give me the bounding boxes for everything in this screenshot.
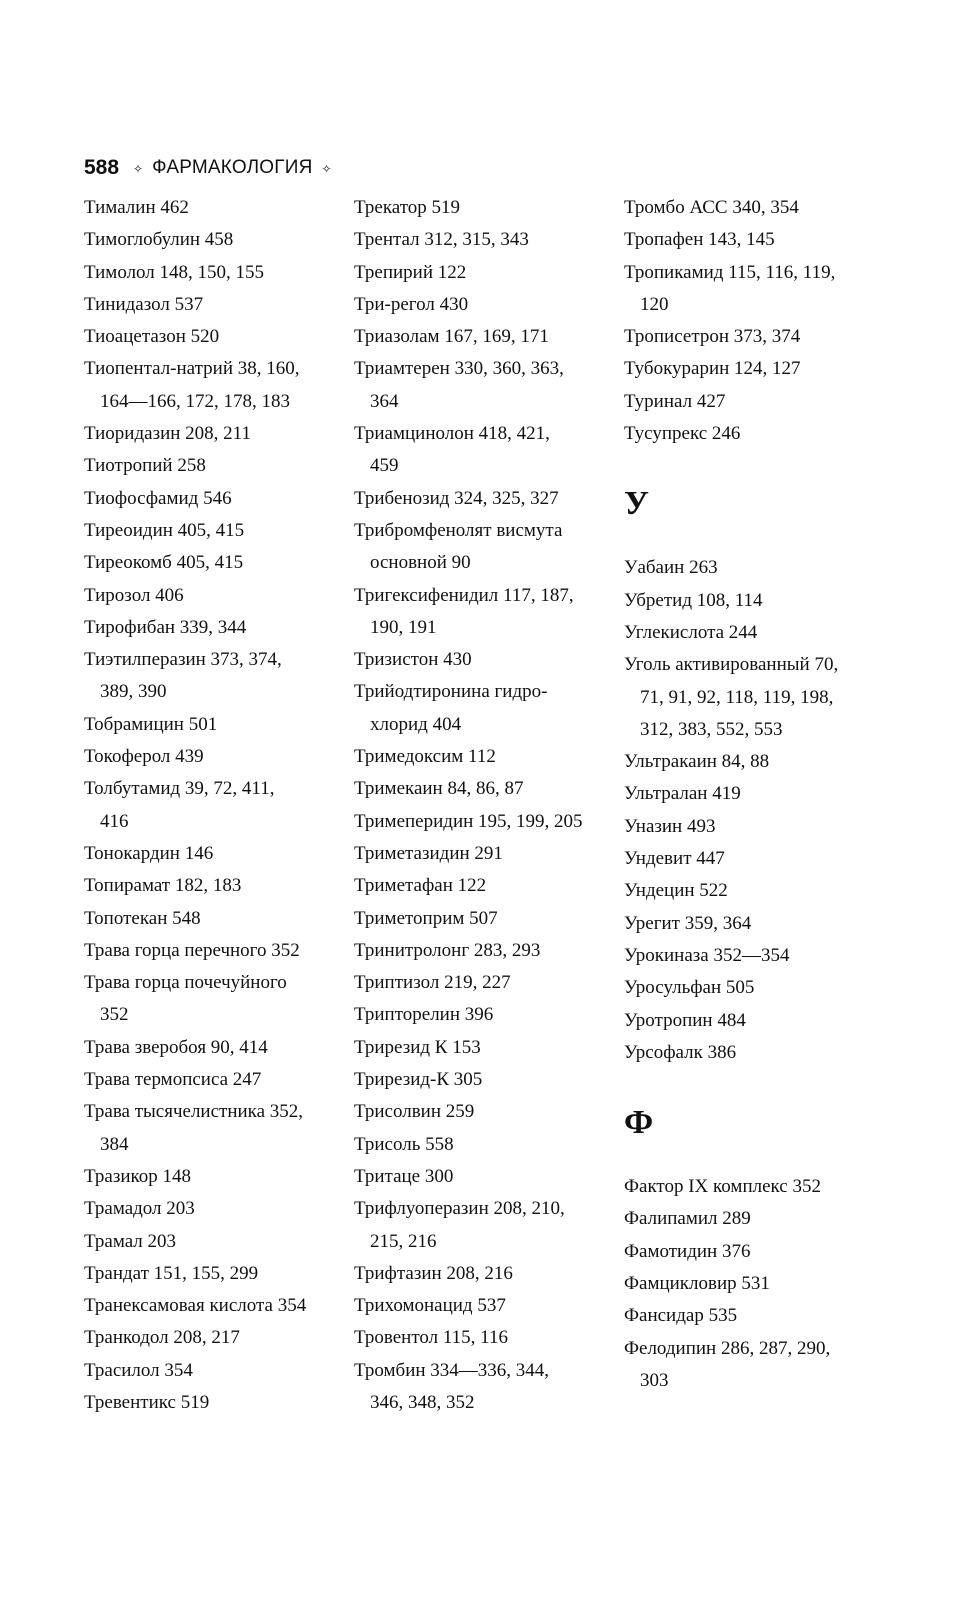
index-entry: Трифлуоперазин 208, 210, 215, 216 — [354, 1198, 565, 1252]
index-entry: Транкодол 208, 217 — [84, 1327, 240, 1349]
index-entry: Триметазидин 291 — [354, 842, 503, 864]
index-entry: Тромбо АСС 340, 354 — [624, 197, 799, 218]
index-entry: Трисоль 558 — [354, 1133, 454, 1155]
index-entry: Тригексифенидил 117, 187, 190, 191 — [354, 584, 574, 638]
index-entry: Трибенозид 324, 325, 327 — [354, 487, 559, 509]
index-entry: Тринитролонг 283, 293 — [354, 939, 541, 961]
index-entry: Трибромфенолят висмута основной 90 — [354, 519, 563, 574]
index-entry: Тритаце 300 — [354, 1165, 454, 1187]
index-column-1 — [84, 192, 346, 1419]
index-entry: Уросульфан 505 — [624, 977, 755, 999]
letter-section-u — [624, 450, 886, 1069]
index-entry: Фансидар 535 — [624, 1305, 738, 1327]
index-entry: Тримедоксим 112 — [354, 746, 496, 768]
index-entry: Ультракаин 84, 88 — [624, 751, 770, 773]
index-entry: Тревентикс 519 — [84, 1391, 210, 1413]
index-entry: Тубокурарин 124, 127 — [624, 358, 801, 380]
index-entry: Токоферол 439 — [84, 746, 204, 768]
index-entry: Триамцинолон 418, 421, 459 — [354, 423, 550, 477]
index-entry: Трава горца перечного 352 — [84, 939, 300, 961]
index-entry: Тразикор 148 — [84, 1165, 192, 1187]
page-header — [84, 153, 332, 183]
index-entry: Тропикамид 115, 116, 119, 120 — [624, 261, 836, 315]
index-entry: Тирофибан 339, 344 — [84, 616, 247, 638]
index-entry: Убретид 108, 114 — [624, 589, 763, 611]
index-entry: Туринал 427 — [624, 390, 726, 412]
index-entry: Фактор IX комплекс 352 — [624, 1176, 821, 1198]
index-entry: Тровентол 115, 116 — [354, 1327, 508, 1349]
index-entry: Ундевит 447 — [624, 848, 725, 870]
index-entry: Ультралан 419 — [624, 783, 741, 805]
index-entry: Уголь активированный 70, 71, 91, 92, 118, 119, 198, 312, 383, 552, 553 — [624, 654, 839, 740]
index-entry: Углекислота 244 — [624, 621, 758, 643]
index-entry: Трипторелин 396 — [354, 1004, 494, 1026]
index-entry: Толбутамид 39, 72, 411, 416 — [84, 778, 275, 832]
index-entry: Уротропин 484 — [624, 1009, 746, 1031]
index-entry: Триазолам 167, 169, 171 — [354, 326, 549, 348]
index-entry: Тиоридазин 208, 211 — [84, 423, 251, 445]
index-entry: Трава зверобоя 90, 414 — [84, 1036, 268, 1058]
index-entry: Топотекан 548 — [84, 907, 201, 929]
index-entry: Фелодипин 286, 287, 290, 303 — [624, 1337, 831, 1391]
index-entry: Триметафан 122 — [354, 875, 487, 897]
index-entry: Тирозол 406 — [84, 584, 184, 606]
index-entry: Тиреоидин 405, 415 — [84, 519, 245, 541]
index-entry: Трамал 203 — [84, 1230, 177, 1252]
index-entry: Уабаин 263 — [624, 557, 718, 579]
index-entry: Трава термопсиса 247 — [84, 1069, 262, 1091]
index-entry: Урегит 359, 364 — [624, 912, 752, 934]
index-entry: Тималин 462 — [84, 197, 189, 218]
index-entry: Три-регол 430 — [354, 293, 469, 315]
index-entry: Тобрамицин 501 — [84, 713, 218, 735]
index-entry: Тиофосфамид 546 — [84, 487, 232, 509]
index-entry: Тиреокомб 405, 415 — [84, 552, 244, 574]
index-entry: Тимоглобулин 458 — [84, 229, 234, 251]
index-entry: Тиотропий 258 — [84, 455, 206, 477]
index-entry: Трамадол 203 — [84, 1198, 195, 1220]
index-entry: Фамцикловир 531 — [624, 1273, 770, 1295]
index-entry: Трава тысячелистника 352, 384 — [84, 1101, 304, 1155]
index-entry: Трирезид-К 305 — [354, 1069, 483, 1091]
section-letter-heading: Ф — [624, 1104, 654, 1142]
index-entry: Уназин 493 — [624, 815, 716, 837]
index-entry: Тиопентал-натрий 38, 160, 164—166, 172, 178, 183 — [84, 358, 300, 412]
index-entry: Тиоацетазон 520 — [84, 326, 220, 348]
index-entry: Трандат 151, 155, 299 — [84, 1262, 259, 1284]
index-entry: Урсофалк 386 — [624, 1041, 737, 1063]
index-entry: Фамотидин 376 — [624, 1240, 751, 1262]
index-entry: Трисолвин 259 — [354, 1101, 475, 1123]
index-entry: Трифтазин 208, 216 — [354, 1262, 513, 1284]
index-entry: Триметоприм 507 — [354, 907, 498, 929]
index-column-3 — [624, 192, 886, 1397]
index-entry: Трепирий 122 — [354, 261, 467, 283]
letter-section-f — [624, 1069, 886, 1397]
index-entry: Урокиназа 352—354 — [624, 944, 790, 966]
index-entry: Тримеперидин 195, 199, 205 — [354, 810, 583, 832]
page-number: 588 — [84, 156, 120, 179]
index-column-2 — [354, 192, 616, 1419]
index-entry: Транексамовая кислота 354 — [84, 1295, 307, 1317]
index-entry: Тонокардин 146 — [84, 842, 214, 864]
index-entry: Топирамат 182, 183 — [84, 875, 242, 897]
index-entry: Трава горца почечуйного 352 — [84, 972, 287, 1026]
index-entry: Тромбин 334—336, 344, 346, 348, 352 — [354, 1359, 550, 1413]
index-entry: Триамтерен 330, 360, 363, 364 — [354, 358, 564, 412]
index-entry: Трирезид К 153 — [354, 1036, 481, 1058]
index-entry: Трасилол 354 — [84, 1359, 193, 1381]
index-entry: Трихомонацид 537 — [354, 1295, 506, 1317]
index-entry: Триптизол 219, 227 — [354, 972, 511, 994]
index-entry: Трописетрон 373, 374 — [624, 326, 801, 348]
index-entry: Тиэтилперазин 373, 374, 389, 390 — [84, 649, 282, 703]
index-entry: Ундецин 522 — [624, 880, 728, 902]
index-entry: Тризистон 430 — [354, 649, 472, 671]
index-entry: Трентал 312, 315, 343 — [354, 229, 529, 251]
index-entry: Тинидазол 537 — [84, 293, 204, 315]
index-entry: Фалипамил 289 — [624, 1208, 751, 1230]
diamond-ornament-icon: ✧ — [321, 162, 332, 176]
running-title: ФАРМАКОЛОГИЯ — [152, 157, 313, 178]
index-entry: Тропафен 143, 145 — [624, 229, 775, 251]
index-entry: Трийодтиронина гидро- хлорид 404 — [354, 681, 548, 735]
index-entry: Тимолол 148, 150, 155 — [84, 261, 265, 283]
index-entry: Тусупрекс 246 — [624, 423, 741, 445]
index-entry: Тримекаин 84, 86, 87 — [354, 778, 524, 800]
index-entry: Трекатор 519 — [354, 197, 461, 218]
section-letter-heading: У — [624, 485, 649, 523]
diamond-ornament-icon: ✧ — [133, 162, 144, 176]
